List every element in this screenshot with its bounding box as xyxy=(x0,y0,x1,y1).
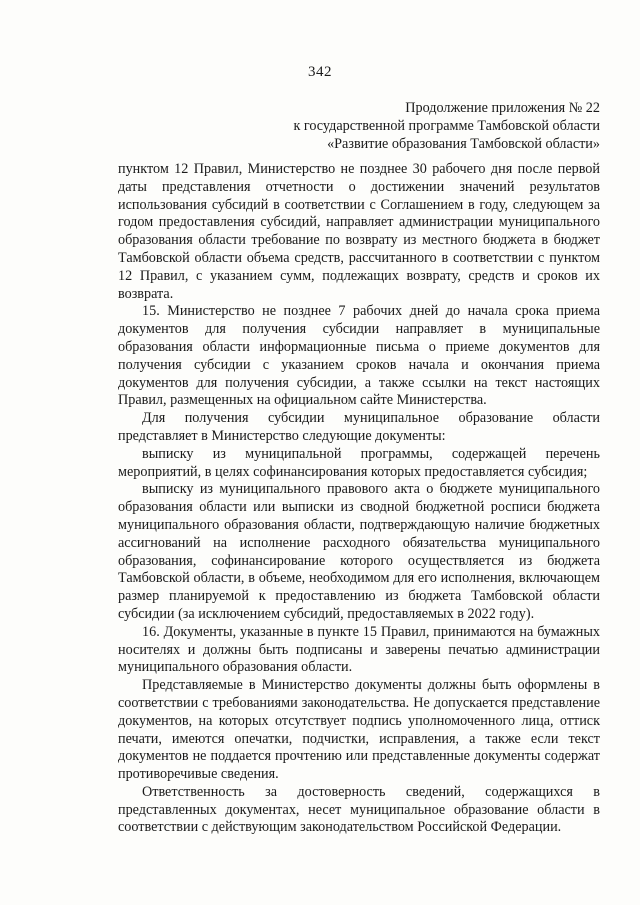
header-line-3: «Развитие образования Тамбовской области» xyxy=(327,136,600,152)
header-line-1: Продолжение приложения № 22 xyxy=(405,100,600,116)
paragraph-budget-extract: выписку из муниципального правового акта о бюджете муниципального образования области или выписки из сводной бюджетной росписи бюджета муниципального образования области, подтверждающую наличие бюджетных ассигнований на исполнение расходного обязательства муниципального образования, софинансирование которого осуществляется из бюджета Тамбовской области, в объеме, необходимом для его исполнения, включающем размер планируемой к предоставлению из бюджета Тамбовской области субсидии (за исключением субсидий, предоставляемых в 2022 году). xyxy=(118,481,600,622)
paragraph-item-15: 15. Министерство не позднее 7 рабочих дней до начала срока приема документов для получения субсидии направляет в муниципальные образования области информационные письма о приеме документов для получения субсидии с указанием сроков начала и окончания приема документов для получения субсидии, а также ссылки на текст настоящих Правил, размещенных на официальном сайте Министерства. xyxy=(118,303,600,409)
paragraph-program-extract: выписку из муниципальной программы, содержащей перечень мероприятий, в целях софинансирования которых предоставляется субсидия; xyxy=(118,445,600,480)
page-number: 342 xyxy=(308,64,332,80)
paragraph-item-16: 16. Документы, указанные в пункте 15 Правил, принимаются на бумажных носителях и должны быть подписаны и заверены печатью администрации муниципального образования области. xyxy=(118,623,600,676)
paragraph-documents-intro: Для получения субсидии муниципальное образование области представляет в Министерство следующие документы: xyxy=(118,410,600,444)
appendix-header xyxy=(220,99,600,153)
paragraph-continuation: пунктом 12 Правил, Министерство не позднее 30 рабочего дня после первой даты представления отчетности о достижении значений результатов использования субсидий в соответствии с Соглашением в году, следующем за годом предоставления субсидий, направляет администрации муниципального образования области требование по возврату из местного бюджета в бюджет Тамбовской области объема средств, рассчитанного в соответствии с пунктом 12 Правил, с указанием сумм, подлежащих возврату, средств и сроков их возврата. xyxy=(118,161,600,302)
document-body xyxy=(118,161,600,837)
paragraph-responsibility: Ответственность за достоверность сведений, содержащихся в представленных документах, несет муниципальное образование области в соответствии с действующим законодательством Российской Федерации. xyxy=(118,783,600,836)
header-line-2: к государственной программе Тамбовской области xyxy=(293,118,600,134)
paragraph-document-requirements: Представляемые в Министерство документы должны быть оформлены в соответствии с требованиями законодательства. Не допускается представление документов, на которых отсутствует подпись уполномоченного лица, оттиск печати, имеются опечатки, подчистки, исправления, а также если текст документов не поддается прочтению или представленные документы содержат противоречивые сведения. xyxy=(118,677,600,783)
